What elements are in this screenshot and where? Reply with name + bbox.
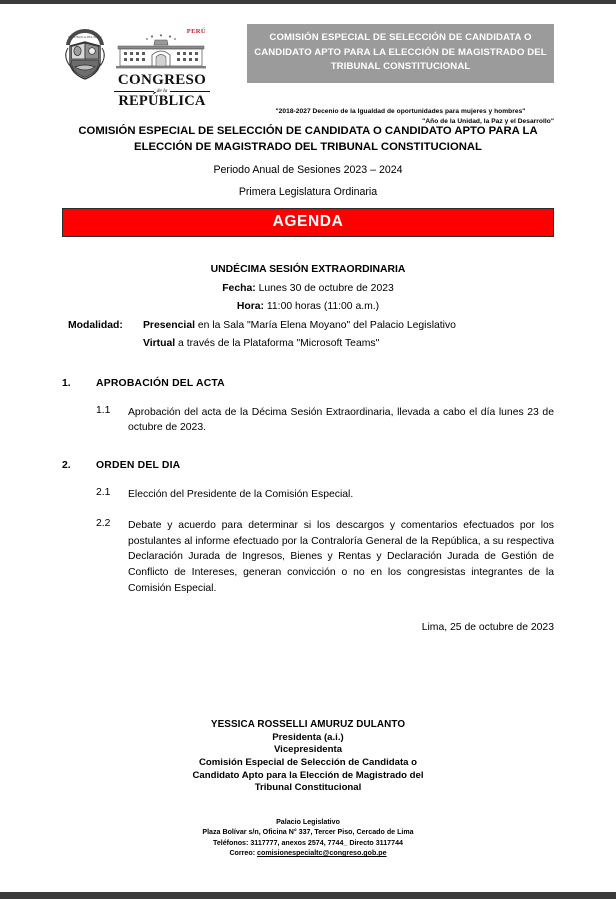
agenda-item-2-1 [0, 487, 616, 503]
signatory-name: YESSICA ROSSELLI AMURUZ DULANTO [210, 719, 406, 731]
footer-address: Plaza Bolívar s/n, Oficina N° 337, Tercer Piso, Cercado de Lima [202, 828, 414, 837]
document-page [0, 4, 616, 892]
header-logos [62, 26, 210, 109]
agenda-section-2 [0, 460, 616, 471]
commission-gray-banner: COMISIÓN ESPECIAL DE SELECCIÓN DE CANDIDATA O CANDIDATO APTO PARA LA ELECCIÓN DE MAGISTRADO DEL TRIBUNAL CONSTITUCIONAL [247, 24, 554, 83]
agenda-item-2-2 [0, 518, 616, 596]
item-1-1-number: 1.1 [96, 404, 111, 416]
peru-coat-of-arms-icon [62, 26, 108, 82]
document-header [0, 22, 616, 125]
virtual-label: Virtual [143, 338, 176, 349]
session-period: Periodo Anual de Sesiones 2023 – 2024 [213, 164, 403, 176]
signatory-role-2: Vicepresidenta [273, 744, 343, 756]
footer-building: Palacio Legislativo [276, 817, 340, 826]
footer-phones: Teléfonos: 3117777, anexos 2574, 7744_ Directo 3117744 [213, 838, 403, 847]
fecha-label: Fecha: [222, 282, 256, 294]
section-1-heading: APROBACIÓN DEL ACTA [96, 377, 225, 389]
republica-word: REPÚBLICA [118, 93, 206, 109]
legislature-label: Primera Legislatura Ordinaria [238, 186, 378, 198]
divider-line-right [170, 91, 210, 92]
peru-label: PERÚ [186, 28, 206, 35]
section-2-number: 2. [62, 459, 71, 471]
correo-email-link[interactable]: comisionespecialtc@congreso.gob.pe [257, 849, 387, 858]
signatory-role-1: Presidenta (a.i.) [272, 731, 344, 743]
presencial-value: en la Sala "María Elena Moyano" del Palacio Legislativo [197, 319, 456, 331]
session-date-row [0, 280, 616, 299]
item-2-2-number: 2.2 [96, 518, 111, 530]
section-1-number: 1. [62, 377, 71, 389]
slogan-year: "Año de la Unidad, la Paz y el Desarrollo" [422, 117, 554, 125]
agenda-section-1 [0, 378, 616, 389]
correo-label: Correo: [229, 849, 256, 858]
divider-line-left [114, 91, 154, 92]
session-time-row [0, 298, 616, 317]
de-la-label: de la [156, 88, 168, 94]
signature-block [0, 719, 616, 795]
session-modality [0, 317, 616, 354]
slogan-decade: "2018-2027 Decenio de la Igualdad de oportunidades para mujeres y hombres" [275, 108, 526, 115]
session-details [0, 261, 616, 317]
national-slogans [247, 107, 554, 126]
page-title: COMISIÓN ESPECIAL DE SELECCIÓN DE CANDIDATA O CANDIDATO APTO PARA LA ELECCIÓN DE MAGISTRADO DEL TRIBUNAL CONSTITUCIONAL [78, 125, 538, 153]
item-2-1-text: Elección del Presidente de la Comisión Especial. [128, 488, 354, 500]
modality-presencial-row [143, 317, 616, 336]
hora-label: Hora: [236, 301, 264, 312]
modality-virtual-row [143, 335, 616, 354]
item-2-1-number: 2.1 [96, 486, 111, 498]
congreso-logo [114, 26, 210, 109]
footer-email-row [0, 848, 616, 858]
signatory-org-line-2: Candidato Apto para la Elección de Magistrado del [192, 769, 424, 781]
section-2-heading: ORDEN DEL DIA [96, 459, 181, 471]
session-heading: UNDÉCIMA SESIÓN EXTRAORDINARIA [210, 264, 406, 275]
presencial-label: Presencial [143, 319, 195, 331]
signatory-org-line-3: Tribunal Constitucional [254, 782, 362, 794]
signatory-org-line-1: Comisión Especial de Selección de Candidata o [198, 757, 418, 769]
agenda-item-1-1 [0, 405, 616, 436]
modalidad-label: Modalidad: [68, 319, 123, 331]
congress-building-icon [114, 34, 208, 72]
item-2-2-text: Debate y acuerdo para determinar si los descargos y comentarios efectuados por los postulantes al informe efectuado por la Contraloría General de la República, a su respectiva Declaración Jurada de Ingresos, Bienes y Rentas y Declaración Jurada de Gestión de Conflicto de Intereses, generan convicción o no en los congresistas integrantes de la Comisión Especial. [128, 520, 554, 594]
hora-value: 11:00 horas (11:00 a.m.) [266, 301, 380, 312]
svg-text:REPUBLICA DEL PERU: REPUBLICA DEL PERU [68, 35, 102, 39]
fecha-value: Lunes 30 de octubre de 2023 [258, 282, 394, 294]
congreso-word: CONGRESO [117, 72, 207, 88]
place-and-date: Lima, 25 de octubre de 2023 [421, 622, 554, 634]
virtual-value: a través de la Plataforma "Microsoft Teams" [178, 338, 380, 349]
agenda-banner: AGENDA [62, 208, 554, 237]
item-1-1-text: Aprobación del acta de la Décima Sesión Extraordinaria, llevada a cabo el día lunes 23 de octubre de 2023. [128, 406, 554, 434]
modality-rows [143, 317, 616, 354]
document-footer [0, 817, 616, 859]
